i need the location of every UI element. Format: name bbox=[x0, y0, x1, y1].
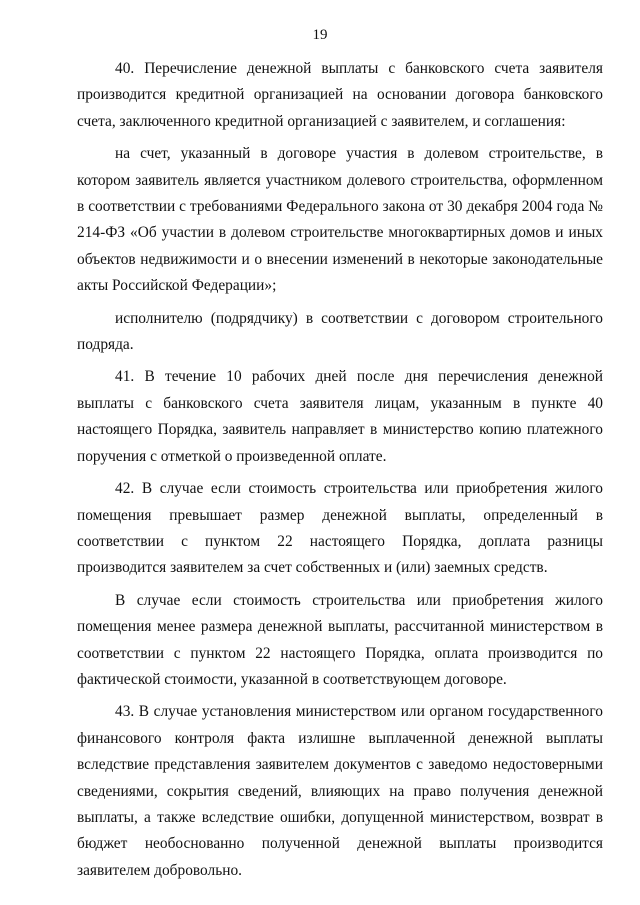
paragraph-42: 42. В случае если стоимость строительства или приобретения жилого помещения превышает размер денежной выплаты, определенный в соответствии с пунктом 22 настоящего Порядка, доплата разницы производится заявителем за счет собственных и (или) заемных средств. bbox=[77, 480, 603, 577]
paragraph-40-item-2: исполнителю (подрядчику) в соответствии с договором строительного подряда. bbox=[77, 309, 603, 354]
paragraph-40: 40. Перечисление денежной выплаты с банковского счета заявителя производится кредитной организацией на основании договора банковского счета, заключенного кредитной организацией с заявителем, и соглашения: bbox=[77, 60, 603, 130]
document-body bbox=[77, 56, 603, 890]
paragraph-43: 43. В случае установления министерством или органом государственного финансового контроля факта излишне выплаченной денежной выплаты вследствие представления заявителем документов с заведомо недостоверными сведениями, сокрытия сведений, влияющих на право получения денежной выплаты, а также вследствие ошибки, допущенной министерством, возврат в бюджет необоснованно полученной денежной выплаты производится заявителем добровольно. bbox=[77, 703, 603, 879]
page-number: 19 bbox=[312, 27, 328, 43]
paragraph-40-item-1: на счет, указанный в договоре участия в долевом строительстве, в котором заявитель является участником долевого строительства, оформленном в соответствии с требованиями Федерального закона от 30 декабря 2004 года № 214-ФЗ «Об участии в долевом строительстве многоквартирных домов и иных объектов недвижимости и о внесении изменений в некоторые законодательные акты Российской Федерации»; bbox=[77, 145, 603, 295]
paragraph-41: 41. В течение 10 рабочих дней после дня перечисления денежной выплаты с банковского счета заявителя лицам, указанным в пункте 40 настоящего Порядка, заявитель направляет в министерство копию платежного поручения с отметкой о произведенной оплате. bbox=[77, 368, 603, 465]
paragraph-42-part-2: В случае если стоимость строительства или приобретения жилого помещения менее размера денежной выплаты, рассчитанной министерством в соответствии с пунктом 22 настоящего Порядка, оплата производится по фактической стоимости, указанной в соответствующем договоре. bbox=[77, 591, 603, 688]
